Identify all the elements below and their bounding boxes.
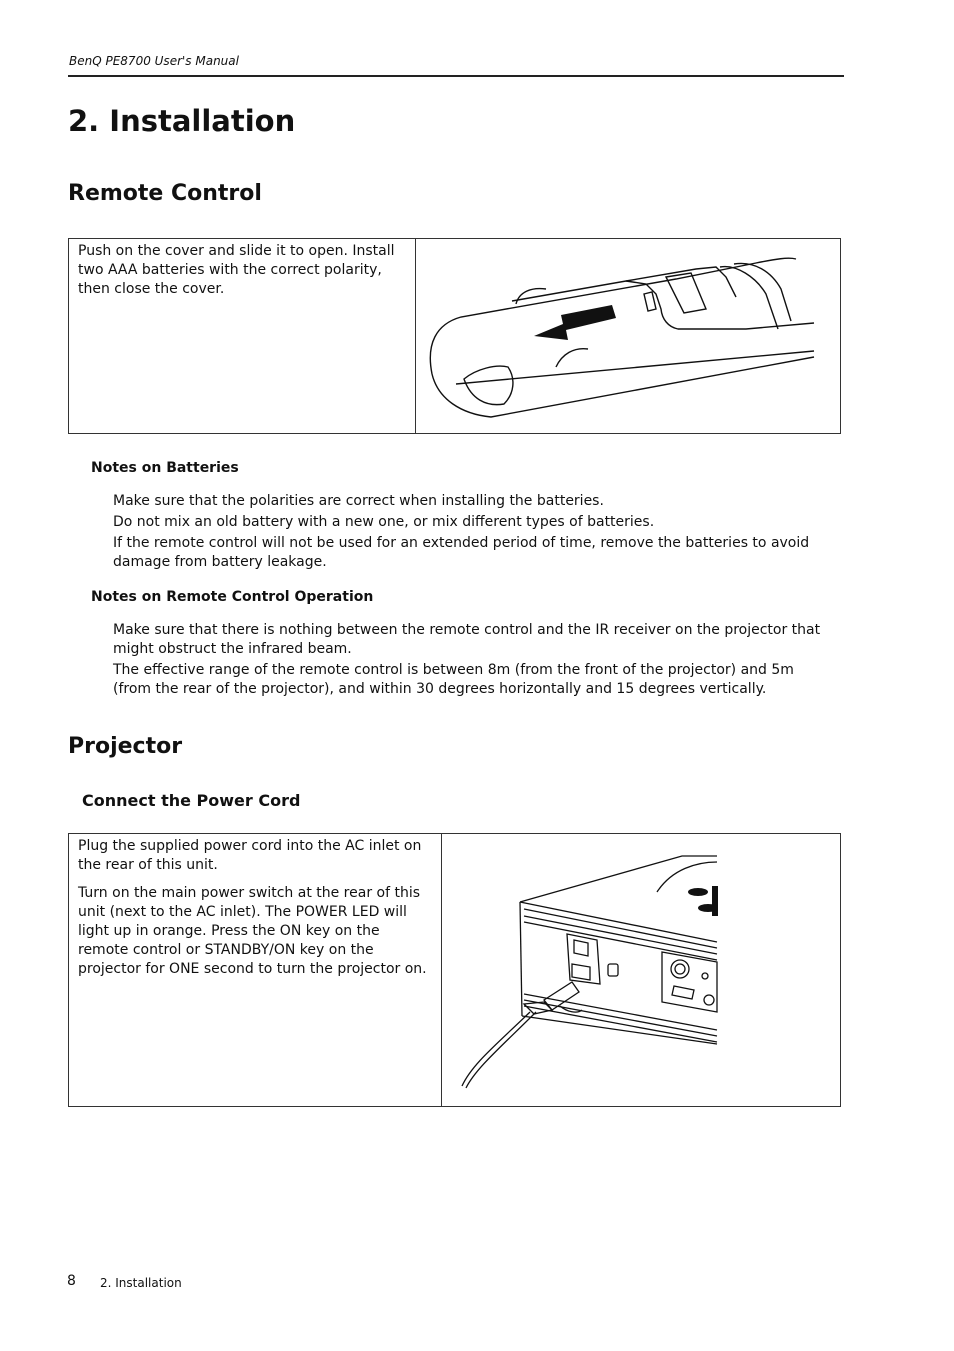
list-item: Make sure that the polarities are correct when installing the batteries. (113, 493, 604, 509)
arrow-left-icon (534, 305, 616, 340)
list-item: The effective range of the remote control is between 8m (from the front of the projector) and 5m (from the rear of the projector), and within 30 degrees horizontally and 15 degrees vertically. (113, 662, 794, 697)
notes-remote-operation-heading: Notes on Remote Control Operation (91, 589, 374, 605)
remote-instruction-text: Push on the cover and slide it to open. Install two AAA batteries with the correct polarity, then close the cover. (78, 243, 395, 297)
chapter-title: 2. Installation (68, 104, 296, 138)
section-heading-projector: Projector (68, 734, 183, 759)
list-item: Do not mix an old battery with a new one, or mix different types of batteries. (113, 514, 655, 530)
notes-remote-operation-list (113, 621, 833, 701)
remote-illustration-cell (416, 239, 841, 434)
list-item: If the remote control will not be used for an extended period of time, remove the batteries to avoid damage from battery leakage. (113, 535, 810, 570)
footer-section: 2. Installation (100, 1276, 182, 1290)
power-cord-paragraph: Plug the supplied power cord into the AC inlet on the rear of this unit. (78, 838, 422, 873)
power-cord-text (69, 834, 441, 991)
remote-instruction-cell (69, 239, 416, 434)
notes-batteries-heading: Notes on Batteries (91, 460, 239, 476)
header-rule (68, 75, 844, 77)
section-heading-remote-control: Remote Control (68, 181, 262, 206)
power-cord-box (68, 833, 841, 1107)
power-cord-text-cell (69, 834, 442, 1107)
page-number: 8 (67, 1273, 76, 1289)
remote-control-illustration (416, 239, 840, 433)
connect-power-cord-heading: Connect the Power Cord (82, 791, 301, 810)
projector-illustration (442, 834, 840, 1106)
remote-instruction-box (68, 238, 841, 434)
power-cord-illustration-cell (442, 834, 841, 1107)
list-item: Make sure that there is nothing between the remote control and the IR receiver on the projector that might obstruct the infrared beam. (113, 622, 821, 657)
power-cord-paragraph: Turn on the main power switch at the rear of this unit (next to the AC inlet). The POWER LED will light up in orange. Press the ON key on the remote control or STANDBY/ON key on the projector for ONE second to turn the projector on. (78, 885, 427, 977)
running-header: BenQ PE8700 User's Manual (69, 54, 239, 68)
notes-batteries-list (113, 492, 833, 574)
